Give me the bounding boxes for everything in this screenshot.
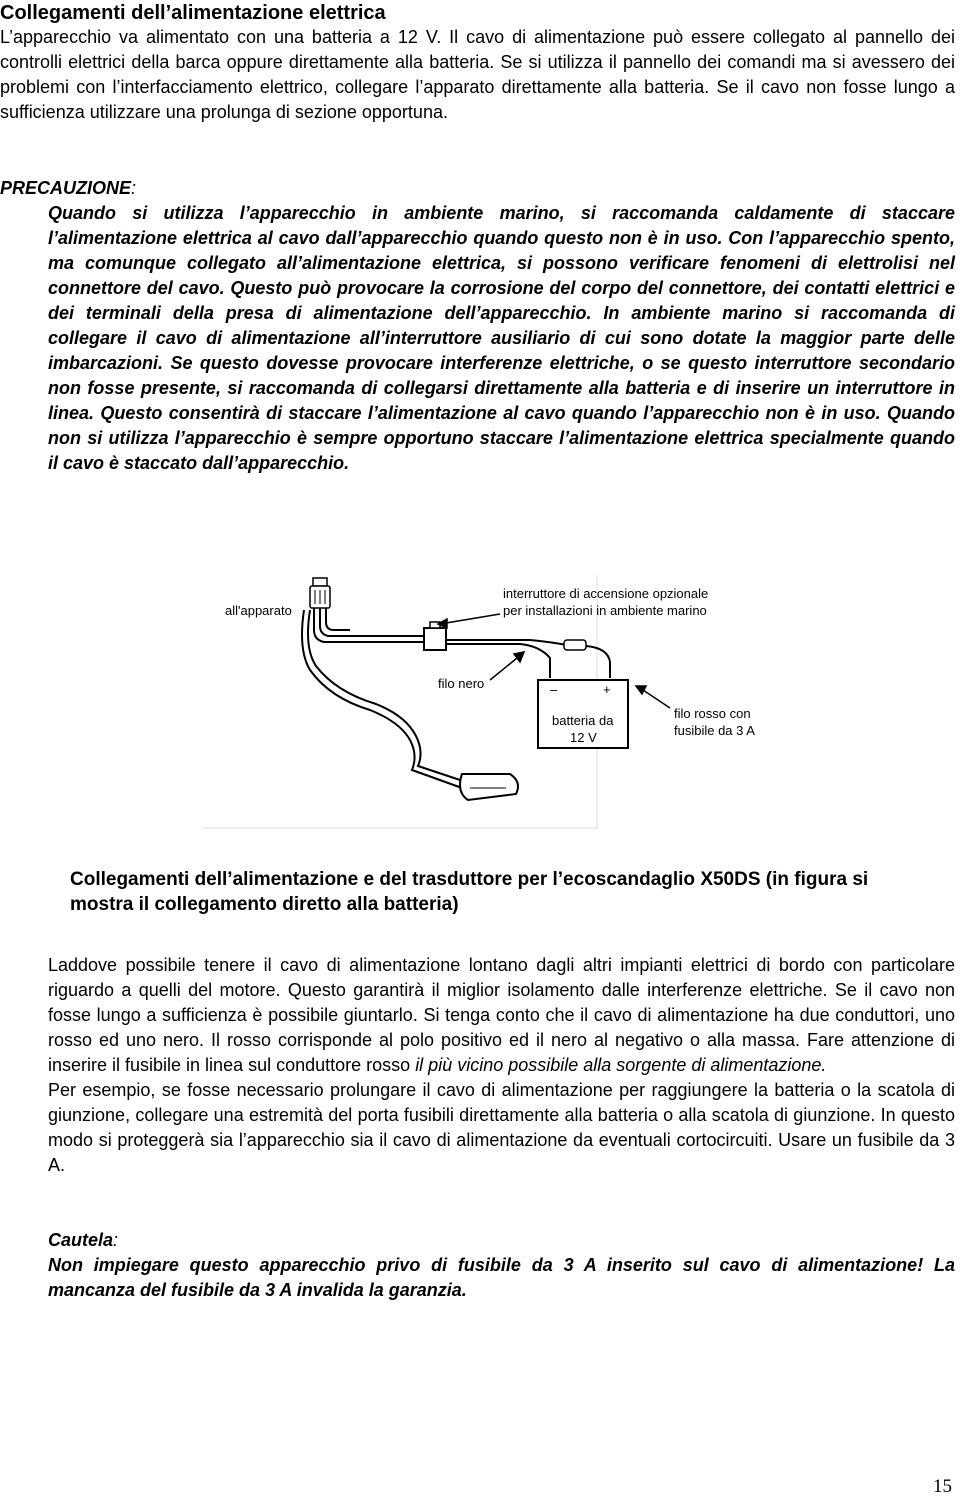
device-label: all'apparato <box>225 603 292 618</box>
battery-label-line2: 12 V <box>570 730 597 745</box>
precaution-text: Quando si utilizza l’apparecchio in ambiente marino, si raccomanda caldamente di staccare l’alimentazione elettrica al cavo dall’apparecchio quando questo non è in uso. Con l’apparecchio spento, ma comunque collegato all’alimentazione elettrica, si possono verificare fenomeni di elettrolisi nel connettore del cavo. Questo può provocare la corrosione del corpo del connettore, dei contatti elettrici e dei terminali della presa di alimentazione dell’apparecchio. In ambiente marino si raccomanda di collegare il cavo di alimentazione all’interruttore ausiliario di cui sono dotate la maggior parte delle imbarcazioni. Se questo dovesse provocare interferenze elettriche, o se questo interruttore secondario non fosse presente, si raccomanda di collegarsi direttamente alla batteria e di inserire un interruttore in linea. Questo consentirà di staccare l’alimentazione al cavo quando l’apparecchio non è in uso. Quando non si utilizza l’apparecchio è sempre opportuno staccare l’alimentazione elettrica specialmente quando il cavo è staccato dall’apparecchio. <box>48 203 955 473</box>
body-paragraph-1-italic: il più vicino possibile alla sorgente di alimentazione. <box>415 1055 827 1075</box>
battery-icon <box>538 680 628 748</box>
caution-colon: : <box>113 1230 119 1250</box>
figure-caption: Collegamenti dell’alimentazione e del trasduttore per l’ecoscandaglio X50DS (in figura si mostra il collegamento diretto alla batteria) <box>70 869 869 915</box>
device-connector-icon <box>310 578 330 608</box>
fuse-holder-icon <box>564 640 586 650</box>
page-number: 15 <box>933 1476 952 1497</box>
precaution-heading: PRECAUZIONE <box>0 178 132 198</box>
section-title: Collegamenti dell’alimentazione elettrica <box>0 2 386 24</box>
wiring-diagram-svg <box>200 570 800 830</box>
switch-label-line1: interruttore di accensione opzionale <box>503 586 709 601</box>
intro-paragraph: L’apparecchio va alimentato con una batteria a 12 V. Il cavo di alimentazione può essere collegato al pannello dei controlli elettrici della barca oppure direttamente alla batteria. Se si utilizza il pannello dei comandi ma si avessero dei problemi con l’interfacciamento elettrico, collegare l’apparato direttamente alla batteria. Se il cavo non fosse lungo a sufficienza utilizzare una prolunga di sezione opportuna. <box>0 27 955 122</box>
black-wire-label: filo nero <box>438 676 485 691</box>
precaution-label <box>0 176 136 201</box>
battery-minus-sign: – <box>550 682 558 697</box>
body-text <box>48 953 955 1178</box>
transducer-icon <box>460 774 518 800</box>
battery-label-line1: batteria da <box>552 713 614 728</box>
battery-plus-sign: + <box>603 682 611 697</box>
caution-text: Non impiegare questo apparecchio privo di fusibile da 3 A inserito sul cavo di alimentazione! La mancanza del fusibile da 3 A invalida la garanzia. <box>48 1255 955 1300</box>
switch-label-line2: per installazioni in ambiente marino <box>503 603 707 618</box>
red-wire-label-line2: fusibile da 3 A <box>674 723 755 738</box>
caution-label <box>48 1228 118 1253</box>
body-paragraph-1-main: Laddove possibile tenere il cavo di alimentazione lontano dagli altri impianti elettrici di bordo con particolare riguardo a quelli del motore. Questo garantirà il miglior isolamento dalle interferenze elettriche. Se il cavo non fosse lungo a sufficienza è possibile giuntarlo. Si tenga conto che il cavo di alimentazione ha due conduttori, uno rosso ed uno nero. Il rosso corrisponde al polo positivo ed il nero al negativo o alla massa. Fare attenzione di inserire il fusibile in linea sul conduttore rosso <box>48 955 955 1075</box>
red-wire-label-line1: filo rosso con <box>674 706 751 721</box>
body-paragraph-2: Per esempio, se fosse necessario prolungare il cavo di alimentazione per raggiungere la batteria o la scatola di giunzione, collegare una estremità del porta fusibili direttamente alla batteria o alla scatola di giunzione. In questo modo si proteggerà sia l’apparecchio sia il cavo di alimentazione da eventuali cortocircuiti. Usare un fusibile da 3 A. <box>48 1080 955 1175</box>
body-paragraph-1 <box>48 953 955 1078</box>
caution-heading: Cautela <box>48 1230 114 1250</box>
precaution-colon: : <box>131 178 137 198</box>
power-cable <box>314 608 424 642</box>
wiring-diagram <box>200 570 800 830</box>
